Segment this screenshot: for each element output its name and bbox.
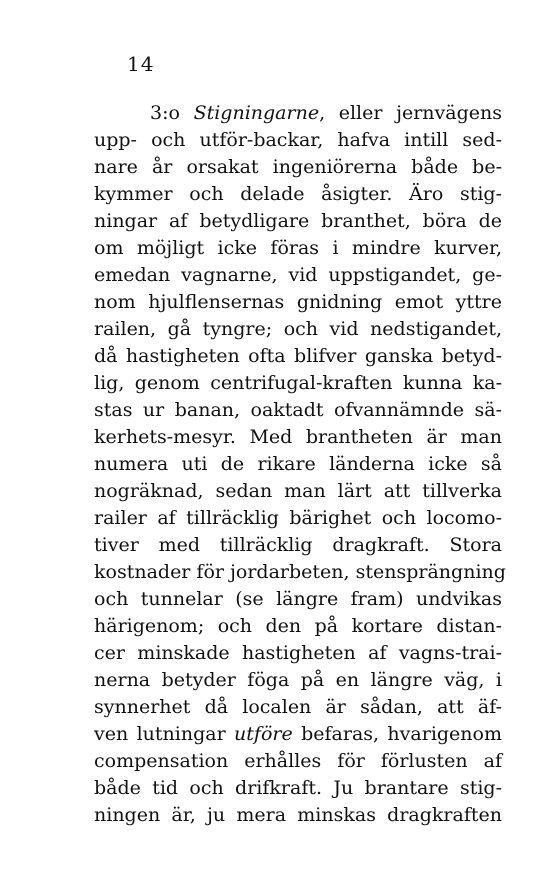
text-line: ven lutningar utföre befaras, hvarigenom (94, 723, 502, 745)
text-line: härigenom; och den på kortare distan- (94, 615, 502, 637)
text-line: nom hjulflensernas gnidning emot yttre (94, 291, 502, 313)
text-line: kostnader för jordarbeten, stensprängning (94, 561, 506, 583)
text-line: nerna betyder föga på en längre väg, i (94, 669, 502, 691)
text-line: numera uti de rikare länderna icke så (94, 453, 502, 475)
text-line: kerhets-mesyr. Med brantheten är man (94, 426, 502, 448)
text-line: och tunnelar (se längre fram) undvikas (94, 588, 502, 610)
body-text (94, 100, 506, 829)
text-line: nogräknad, sedan man lärt att tillverka (94, 480, 502, 502)
text-line: railen, gå tyngre; och vid nedstigandet, (94, 318, 502, 340)
page-number: 14 (127, 52, 155, 76)
text-line: railer af tillräcklig bärighet och locomo- (94, 507, 502, 529)
text-line: emedan vagnarne, vid uppstigandet, ge- (94, 264, 502, 286)
text-line: kymmer och delade åsigter. Äro stig- (94, 183, 502, 205)
text-line: lig, genom centrifugal-kraften kunna ka- (94, 372, 502, 394)
text-line: upp- och utför-backar, hafva intill sed- (94, 129, 502, 151)
text-line: cer minskade hastigheten af vagns-trai- (94, 642, 502, 664)
text-line: ningar af betydligare branthet, böra de (94, 210, 502, 232)
text-line: om möjligt icke föras i mindre kurver, (94, 237, 502, 259)
text-line: ningen är, ju mera minskas dragkraften (94, 804, 502, 826)
text-line: både tid och drifkraft. Ju brantare stig- (94, 777, 502, 799)
text-line: då hastigheten ofta blifver ganska betyd- (94, 345, 502, 367)
text-line: tiver med tillräcklig dragkraft. Stora (94, 534, 502, 556)
text-line: synnerhet då localen är sådan, att äf- (94, 696, 502, 718)
text-line: stas ur banan, oaktadt ofvannämnde sä- (94, 399, 502, 421)
text-line: nare år orsakat ingeniörerna både be- (94, 156, 502, 178)
text-line: compensation erhålles för förlusten af (94, 750, 502, 772)
text-line: 3:o Stigningarne, eller jernvägens (150, 102, 502, 124)
